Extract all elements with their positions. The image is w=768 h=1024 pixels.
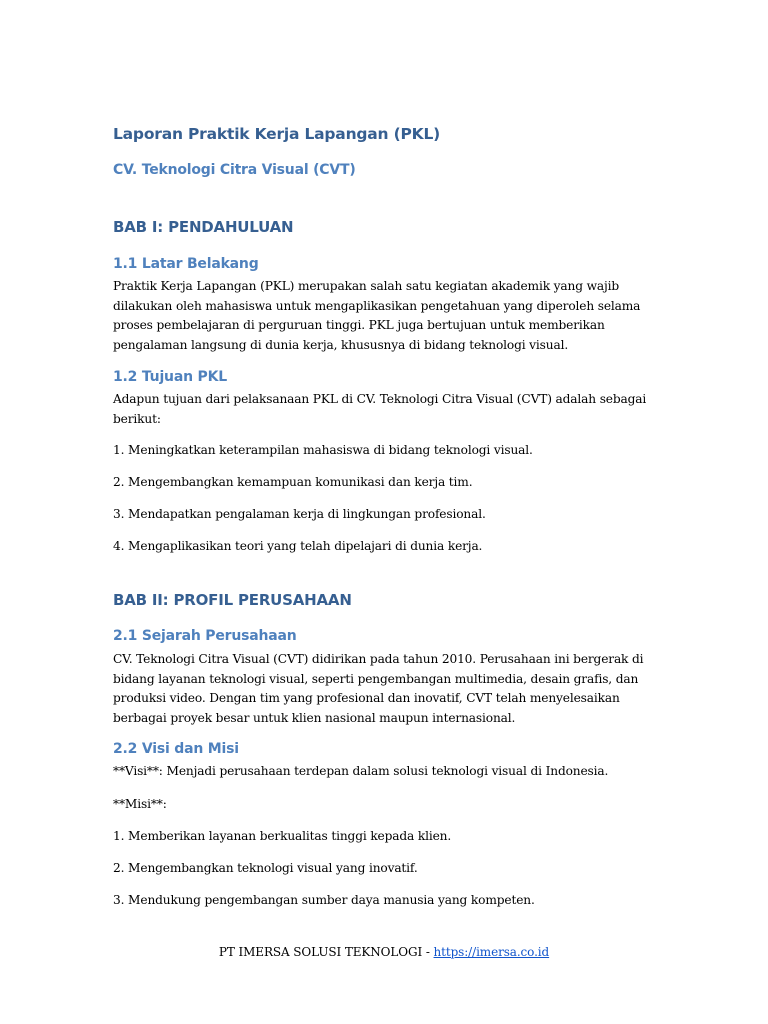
chapter-2-heading: BAB II: PROFIL PERUSAHAAN <box>113 591 352 609</box>
list-item: 4. Mengaplikasikan teori yang telah dipelajari di dunia kerja. <box>113 539 483 553</box>
section-2-1-body: CV. Teknologi Citra Visual (CVT) didirikan pada tahun 2010. Perusahaan ini bergerak di bidang layanan teknologi visual, seperti pengembangan multimedia, desain grafis, dan produksi video. Dengan tim yang profesional dan inovatif, CVT telah menyelesaikan berbagai proyek besar untuk klien nasional maupun internasional. <box>113 652 644 725</box>
list-item: 2. Mengembangkan kemampuan komunikasi dan kerja tim. <box>113 475 473 489</box>
misi-label: **Misi**: <box>113 797 167 811</box>
section-2-2-heading: 2.2 Visi dan Misi <box>113 741 239 757</box>
list-item: 1. Meningkatkan keterampilan mahasiswa di bidang teknologi visual. <box>113 443 533 457</box>
document-title: Laporan Praktik Kerja Lapangan (PKL) <box>113 125 441 143</box>
section-1-2-heading: 1.2 Tujuan PKL <box>113 369 227 385</box>
list-item: 3. Mendapatkan pengalaman kerja di lingkungan profesional. <box>113 507 486 521</box>
chapter-1-heading: BAB I: PENDAHULUAN <box>113 218 294 236</box>
section-1-1-heading: 1.1 Latar Belakang <box>113 256 259 272</box>
section-2-1-heading: 2.1 Sejarah Perusahaan <box>113 628 297 644</box>
list-item: 3. Mendukung pengembangan sumber daya manusia yang kompeten. <box>113 893 535 907</box>
visi-text: **Visi**: Menjadi perusahaan terdepan dalam solusi teknologi visual di Indonesia. <box>113 764 609 778</box>
page-footer <box>0 945 768 959</box>
list-item: 2. Mengembangkan teknologi visual yang inovatif. <box>113 861 418 875</box>
section-1-2-body: Adapun tujuan dari pelaksanaan PKL di CV. Teknologi Citra Visual (CVT) adalah sebagai berikut: <box>113 392 647 426</box>
section-1-1-body: Praktik Kerja Lapangan (PKL) merupakan salah satu kegiatan akademik yang wajib dilakukan oleh mahasiswa untuk mengaplikasikan pengetahuan yang diperoleh selama proses pembelajaran di perguruan tinggi. PKL juga bertujuan untuk memberikan pengalaman langsung di dunia kerja, khususnya di bidang teknologi visual. <box>113 279 641 352</box>
footer-website-link[interactable]: https://imersa.co.id <box>433 945 550 959</box>
footer-company-text: PT IMERSA SOLUSI TEKNOLOGI - <box>218 945 434 959</box>
document-subtitle: CV. Teknologi Citra Visual (CVT) <box>113 162 356 178</box>
list-item: 1. Memberikan layanan berkualitas tinggi kepada klien. <box>113 829 452 843</box>
